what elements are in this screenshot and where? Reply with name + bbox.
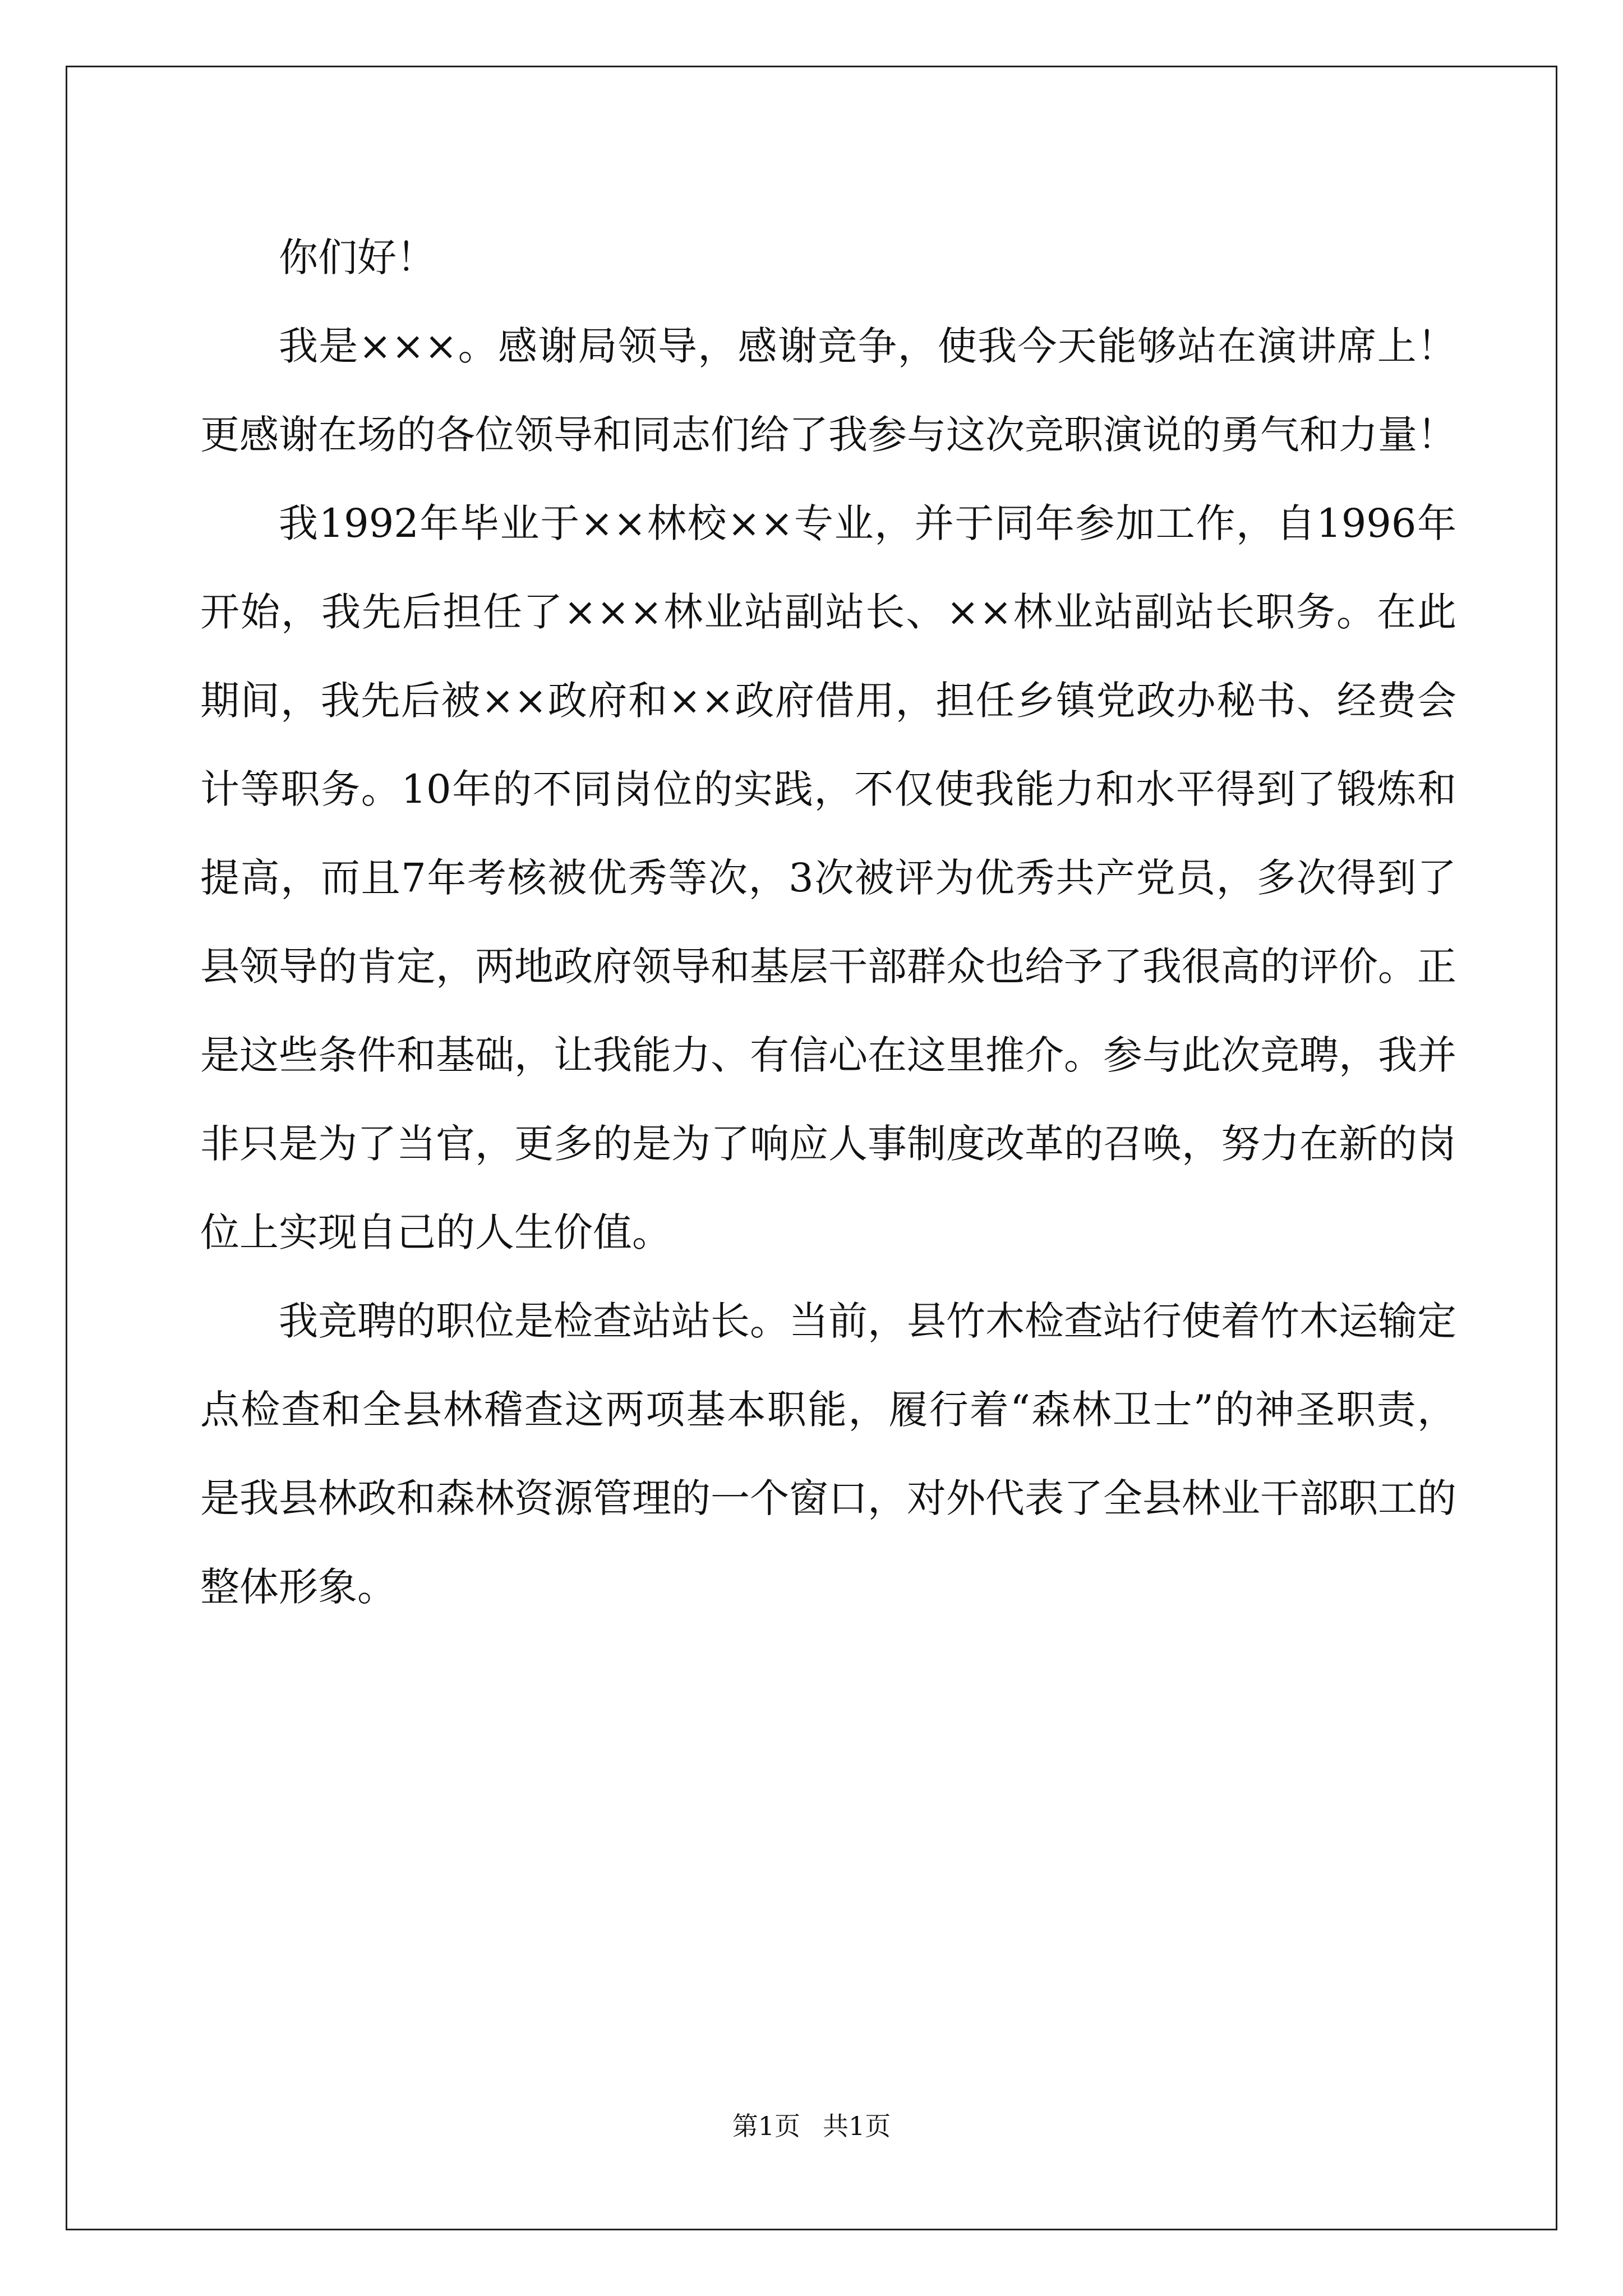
paragraph-experience: 我1992年毕业于××林校××专业，并于同年参加工作，自1996年开始，我先后担任了×××林业站副站长、××林业站副站长职务。在此期间，我先后被××政府和××政府借用，担任乡镇党政办秘书、经费会计等职务。10年的不同岗位的实践，不仅使我能力和水平得到了锻炼和提高，而且7年考核被优秀等次，3次被评为优秀共产党员，多次得到了县领导的肯定，两地政府领导和基层干部群众也给予了我很高的评价。正是这些条件和基础，让我能力、有信心在这里推介。参与此次竞聘，我并非只是为了当官，更多的是为了响应人事制度改革的召唤，努力在新的岗位上实现自己的人生价值。 bbox=[200, 500, 1456, 1255]
document-body bbox=[200, 213, 1456, 1631]
paragraph-thanks: 我是×××。感谢局领导，感谢竞争，使我今天能够站在演讲席上！更感谢在场的各位领导和同志们给了我参与这次竞职演说的勇气和力量！ bbox=[200, 323, 1456, 458]
page-footer bbox=[0, 2109, 1623, 2143]
paragraph-position: 我竞聘的职位是检查站站长。当前，县竹木检查站行使着竹木运输定点检查和全县林稽查这两项基本职能，履行着“森林卫士”的神圣职责，是我县林政和森林资源管理的一个窗口，对外代表了全县林业干部职工的整体形象。 bbox=[200, 1298, 1456, 1610]
paragraph-greeting: 你们好！ bbox=[279, 234, 436, 280]
page-number: 第1页 bbox=[732, 2111, 800, 2141]
page-total: 共1页 bbox=[823, 2111, 891, 2141]
